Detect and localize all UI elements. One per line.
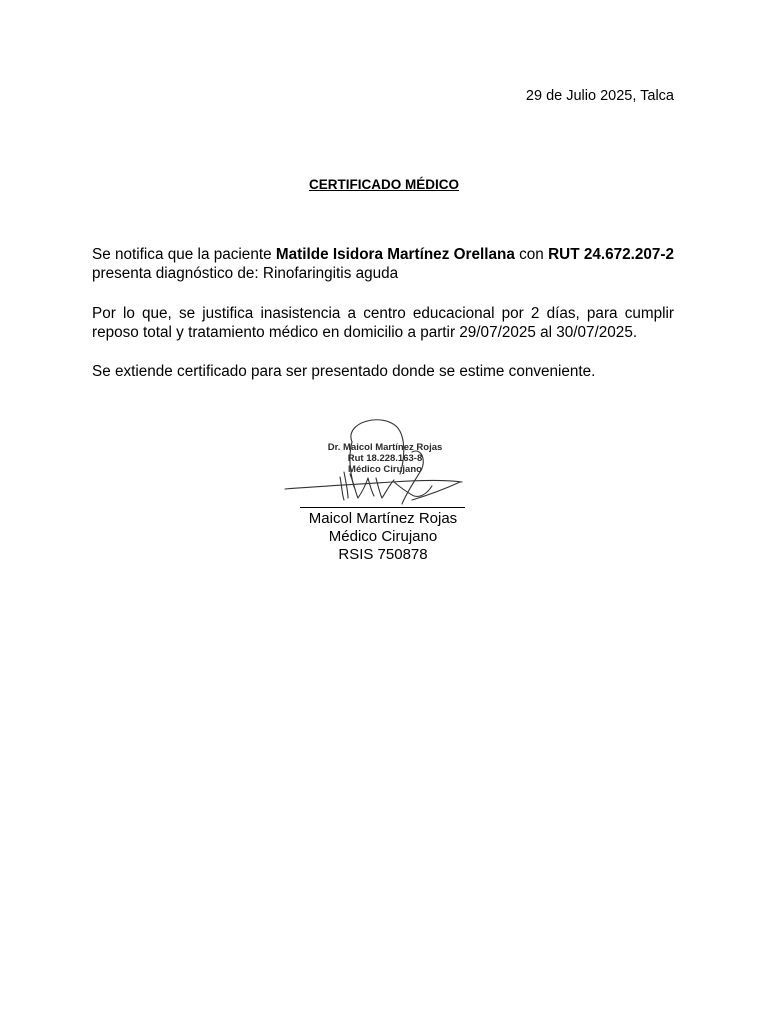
- paragraph-closing: Se extiende certificado para ser presentado donde se estime conveniente.: [92, 363, 596, 380]
- signer-role: Médico Cirujano: [328, 528, 438, 545]
- notification-intro: Se notifica que la paciente: [92, 246, 276, 263]
- patient-name: Matilde Isidora Martínez Orellana: [275, 246, 515, 263]
- diagnosis-text: presenta diagnóstico de: Rinofaringitis aguda: [92, 265, 399, 282]
- signer-rsis: RSIS 750878: [338, 546, 428, 563]
- patient-rut: RUT 24.672.207-2: [548, 246, 674, 263]
- paragraph-notification: [92, 245, 674, 283]
- paragraph-justification: Por lo que, se justifica inasistencia a centro educacional por 2 días, para cumplir reposo total y tratamiento médico en domicilio a partir 29/07/2025 al 30/07/2025.: [92, 305, 674, 341]
- date-place: 29 de Julio 2025, Talca: [525, 88, 674, 104]
- handwritten-signature: [282, 412, 472, 517]
- document-title: CERTIFICADO MÉDICO: [309, 177, 459, 192]
- signature-line: [300, 507, 465, 508]
- stamp-line-role: Médico Cirujano: [348, 464, 422, 475]
- signer-name: Maicol Martínez Rojas: [308, 510, 458, 527]
- notification-con: con: [514, 246, 549, 263]
- signer-block: [283, 510, 483, 564]
- stamp-line-rut: Rut 18.228.163-8: [347, 453, 423, 464]
- stamp-line-name: Dr. Maicol Martínez Rojas: [327, 442, 443, 453]
